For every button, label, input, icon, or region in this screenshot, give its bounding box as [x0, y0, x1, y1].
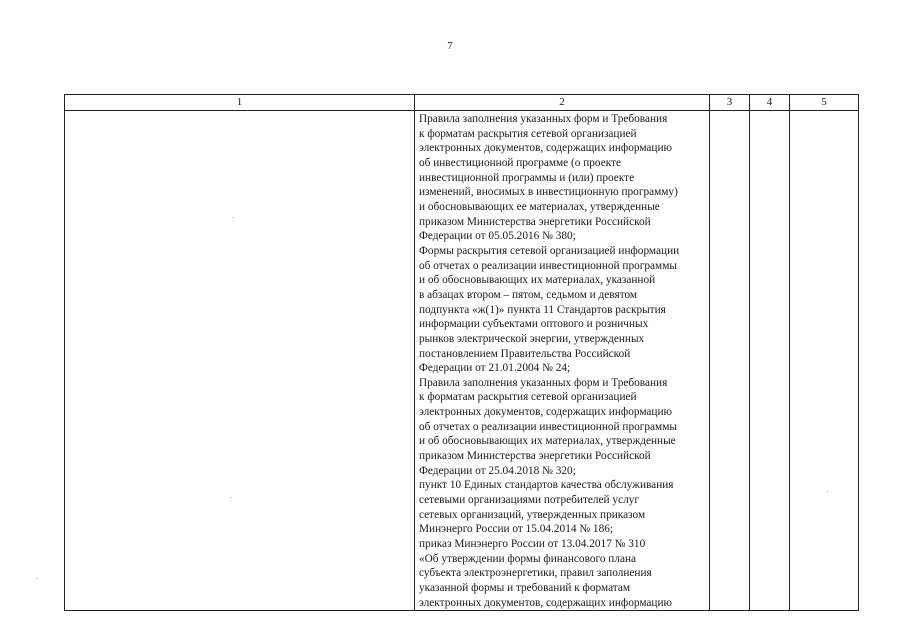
cell-column-1 [65, 111, 415, 611]
text-line: пункт 10 Единых стандартов качества обслуживания [419, 479, 674, 492]
page-number: 7 [447, 40, 453, 52]
text-line: электронных документов, содержащих информацию [419, 406, 672, 419]
cell-column-3 [710, 111, 750, 611]
table-header-row [65, 95, 859, 111]
text-line: указанной формы и требований к форматам [419, 582, 631, 594]
scan-speck [231, 497, 232, 498]
text-line: сетевых организаций, утвержденных приказом [419, 508, 646, 521]
text-line: электронных документов, содержащих информацию [419, 596, 672, 609]
text-line: и об обосновывающих их материалах, указанной [419, 274, 656, 287]
text-line: Федерации от 25.04.2018 № 320; [419, 464, 576, 477]
text-line: инвестиционной программы и (или) проекте [419, 171, 635, 184]
text-line: к форматам раскрытия сетевой организацией [419, 127, 637, 140]
column-header-4: 4 [750, 95, 790, 111]
text-line: приказ Минэнерго России от 13.04.2017 № 310 [419, 538, 646, 551]
scan-speck [232, 217, 233, 218]
text-line: постановлением Правительства Российской [419, 347, 631, 360]
text-line: сетевыми организациями потребителей услуг [419, 494, 640, 507]
column-header-1: 1 [65, 95, 415, 111]
cell-column-5 [790, 111, 859, 611]
text-line: Минэнерго России от 15.04.2014 № 186; [419, 523, 613, 536]
text-line: изменений, вносимых в инвестиционную программу) [419, 186, 678, 199]
text-line: Правила заполнения указанных форм и Требования [419, 113, 668, 125]
text-line: Правила заполнения указанных форм и Требования [419, 376, 668, 389]
column-header-3: 3 [710, 95, 750, 111]
table-row [65, 111, 859, 611]
text-line: рынков электрической энергии, утвержденных [419, 332, 645, 345]
text-line: Федерации от 21.01.2004 № 24; [419, 362, 571, 375]
text-line: приказом Министерства энергетики Российской [419, 215, 651, 228]
text-line: подпункта «ж(1)» пункта 11 Стандартов раскрытия [419, 303, 666, 316]
text-line: об инвестиционной программе (о проекте [419, 156, 622, 169]
scan-speck [827, 491, 828, 492]
cell-column-2 [415, 111, 710, 611]
scan-speck [37, 578, 38, 579]
text-line: в абзацах втором – пятом, седьмом и девятом [419, 288, 638, 301]
text-line: информации субъектами оптового и розничных [419, 318, 649, 331]
cell-column-4 [750, 111, 790, 611]
document-table [64, 94, 859, 611]
text-line: субъекта электроэнергетики, правил заполнения [419, 567, 652, 580]
text-line: Федерации от 05.05.2016 № 380; [419, 230, 576, 243]
column-header-2: 2 [415, 95, 710, 111]
text-line: и обосновывающих ее материалах, утвержденные [419, 200, 660, 213]
text-line: и об обосновывающих их материалах, утвержденные [419, 435, 676, 448]
text-line: электронных документов, содержащих информацию [419, 142, 672, 155]
text-line: об отчетах о реализации инвестиционной программы [419, 420, 677, 433]
text-line: приказом Министерства энергетики Российской [419, 450, 651, 463]
text-line: «Об утверждении формы финансового плана [419, 552, 637, 565]
text-line: к форматам раскрытия сетевой организацией [419, 391, 637, 404]
column-header-5: 5 [790, 95, 859, 111]
text-line: Формы раскрытия сетевой организацией информации [419, 244, 680, 257]
text-line: об отчетах о реализации инвестиционной программы [419, 259, 677, 272]
